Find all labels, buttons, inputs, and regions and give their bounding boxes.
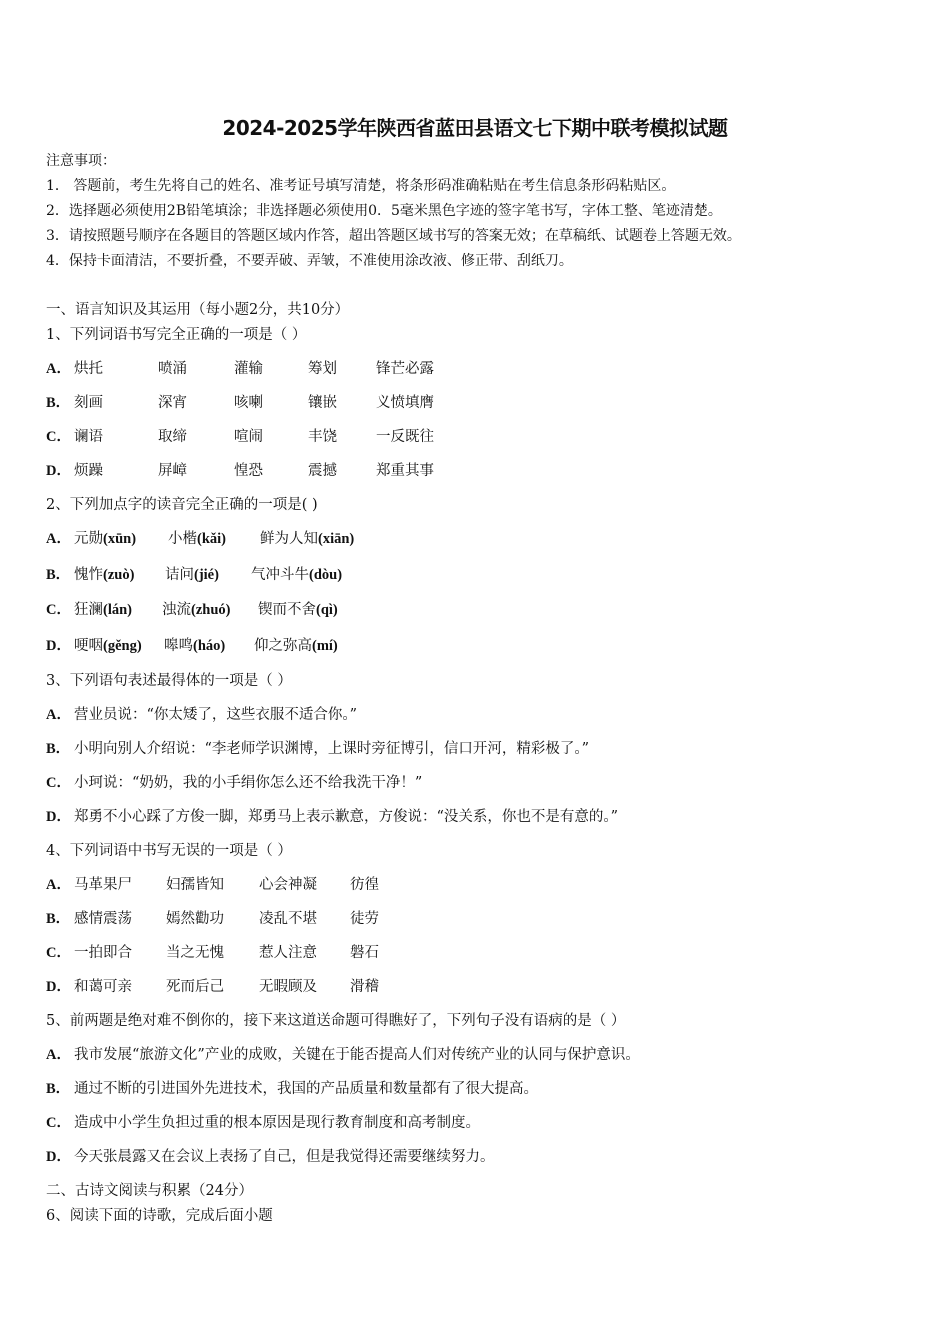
pinyin: (kǎi) [197,531,226,547]
word: 嗥鸣 [164,638,193,654]
question-2-option-d [46,636,338,656]
question-4-option-a [46,875,379,895]
word: 死而后己 [166,979,224,995]
word: 筹划 [308,361,337,377]
option-letter: A． [46,531,71,547]
word: 和蔼可亲 [74,979,132,995]
word: 狂澜 [74,602,103,618]
question-6-stem: 6、阅读下面的诗歌，完成后面小题 [46,1208,273,1224]
section-heading-2: 二、古诗文阅读与积累（24分） [46,1183,253,1199]
question-1-option-c [46,427,434,447]
question-2-option-c [46,600,338,620]
option-letter: A． [46,361,71,377]
word: 哽咽 [74,638,103,654]
option-text: 通过不断的引进国外先进技术，我国的产品质量和数量都有了很大提高。 [74,1081,538,1097]
notice-item: 1． 答题前，考生先将自己的姓名、准考证号填写清楚，将条形码准确粘贴在考生信息条形码粘贴区。 [46,178,676,194]
question-4-option-b [46,909,379,929]
option-text: 小明向别人介绍说：“李老师学识渊博，上课时旁征博引，信口开河，精彩极了。” [74,741,590,757]
option-letter: C． [46,429,71,445]
question-3-option-c [46,773,422,793]
option-letter: D． [46,463,71,479]
option-letter: B． [46,1081,71,1097]
word: 烦躁 [74,463,103,479]
option-letter: D． [46,638,71,654]
word: 惶恐 [234,463,263,479]
word: 浊流 [162,602,191,618]
option-letter: B． [46,741,71,757]
question-2-option-b [46,565,342,585]
pinyin: (háo) [193,638,226,654]
pinyin: (xiān) [318,531,355,547]
pinyin: (lán) [103,602,132,618]
word: 元勋 [74,531,103,547]
word: 喷涌 [158,361,187,377]
question-1-stem: 1、下列词语书写完全正确的一项是（ ） [46,327,307,343]
question-4-stem: 4、下列词语中书写无误的一项是（ ） [46,843,292,859]
word: 烘托 [74,361,103,377]
pinyin: (xūn) [103,531,137,547]
option-letter: C． [46,1115,71,1131]
option-letter: D． [46,979,71,995]
word: 马革果尸 [74,877,132,893]
option-letter: B． [46,395,71,411]
word: 凌乱不堪 [259,911,317,927]
notice-item: 4．保持卡面清洁，不要折叠，不要弄破、弄皱，不准使用涂改液、修正带、刮纸刀。 [46,253,573,269]
option-text: 营业员说：“你太矮了，这些衣服不适合你。” [74,707,358,723]
page-title: 2024-2025学年陕西省蓝田县语文七下期中联考模拟试题 [222,116,728,140]
word: 彷徨 [350,877,379,893]
option-letter: B． [46,911,71,927]
word: 气冲斗牛 [251,567,309,583]
question-4-option-c [46,943,379,963]
question-5-option-a [46,1045,640,1065]
pinyin: (zuò) [103,567,135,583]
word: 深宵 [158,395,187,411]
word: 惹人注意 [259,945,317,961]
question-1-option-b [46,393,434,413]
question-3-stem: 3、下列语句表述最得体的一项是（ ） [46,673,292,689]
word: 喧闹 [234,429,263,445]
notice-item: 3．请按照题号顺序在各题目的答题区域内作答，超出答题区域书写的答案无效；在草稿纸、试题卷上答题无效。 [46,228,741,244]
word: 锋芒必露 [376,361,434,377]
option-letter: A． [46,877,71,893]
pinyin: (dòu) [309,567,343,583]
option-text: 小珂说：“奶奶，我的小手绢你怎么还不给我洗干净！” [74,775,423,791]
word: 刻画 [74,395,103,411]
word: 取缔 [158,429,187,445]
notice-heading: 注意事项： [46,153,116,169]
option-letter: A． [46,1047,71,1063]
word: 屏嶂 [158,463,187,479]
word: 无暇顾及 [259,979,317,995]
question-5-option-b [46,1079,538,1099]
word: 磐石 [350,945,379,961]
word: 鲜为人知 [260,531,318,547]
word: 心会神凝 [259,877,317,893]
question-5-option-d [46,1147,495,1167]
pinyin: (jié) [194,567,219,583]
notice-item: 2．选择题必须使用2B铅笔填涂；非选择题必须使用0．5毫米黑色字迹的签字笔书写，字体工整、笔迹清楚。 [46,203,722,219]
word: 滑稽 [350,979,379,995]
word: 仰之弥高 [254,638,312,654]
word: 丰饶 [308,429,337,445]
option-letter: C． [46,945,71,961]
question-5-stem: 5、前两题是绝对难不倒你的，接下来这道送命题可得瞧好了，下列句子没有语病的是（ ） [46,1013,626,1029]
pinyin: (gěng) [103,638,142,654]
question-1-option-a [46,359,434,379]
word: 小楷 [168,531,197,547]
option-letter: D． [46,809,71,825]
word: 义愤填膺 [376,395,434,411]
question-4-option-d [46,977,379,997]
option-text: 我市发展“旅游文化”产业的成败，关键在于能否提高人们对传统产业的认同与保护意识。 [74,1047,640,1063]
word: 郑重其事 [376,463,434,479]
option-text: 造成中小学生负担过重的根本原因是现行教育制度和高考制度。 [74,1115,480,1131]
option-letter: D． [46,1149,71,1165]
question-1-option-d [46,461,434,481]
word: 咳喇 [234,395,263,411]
question-2-stem: 2、下列加点字的读音完全正确的一项是( ) [46,497,318,513]
option-letter: C． [46,775,71,791]
question-3-option-b [46,739,589,759]
question-3-option-d [46,807,618,827]
word: 灌输 [234,361,263,377]
question-2-option-a [46,529,354,549]
option-letter: A． [46,707,71,723]
word: 镶嵌 [308,395,337,411]
word: 当之无愧 [166,945,224,961]
pinyin: (qì) [316,602,338,618]
word: 妇孺皆知 [166,877,224,893]
section-heading-1: 一、语言知识及其运用（每小题2分，共10分） [46,302,350,318]
word: 锲而不舍 [258,602,316,618]
word: 嫣然勸功 [166,911,224,927]
pinyin: (mí) [312,638,338,654]
word: 震撼 [308,463,337,479]
question-5-option-c [46,1113,480,1133]
option-text: 今天张晨露又在会议上表扬了自己，但是我觉得还需要继续努力。 [74,1149,495,1165]
pinyin: (zhuó) [191,602,231,618]
question-3-option-a [46,705,357,725]
option-text: 郑勇不小心踩了方俊一脚，郑勇马上表示歉意，方俊说：“没关系，你也不是有意的。” [74,809,619,825]
word: 一拍即合 [74,945,132,961]
option-letter: B． [46,567,71,583]
word: 愧怍 [74,567,103,583]
option-letter: C． [46,602,71,618]
word: 谰语 [74,429,103,445]
word: 徒劳 [350,911,379,927]
word: 一反既往 [376,429,434,445]
word: 诘问 [165,567,194,583]
word: 感情震荡 [74,911,132,927]
